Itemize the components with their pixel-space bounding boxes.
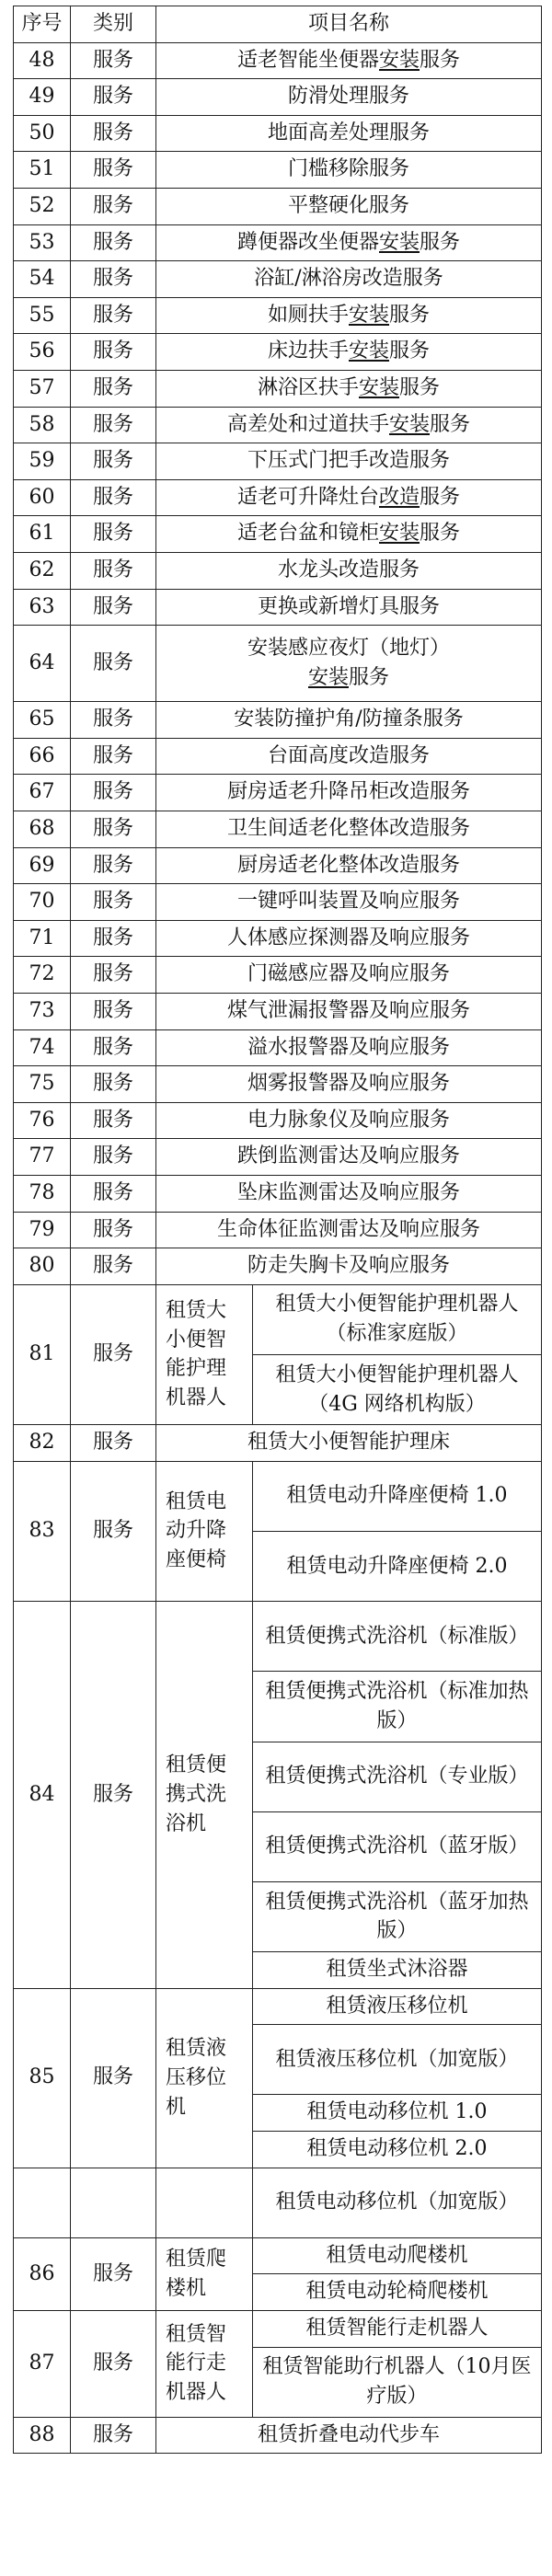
row-project-name xyxy=(156,1212,542,1248)
table-row xyxy=(14,994,542,1030)
row-index: 75 xyxy=(14,1066,71,1103)
name-text: 服务 xyxy=(389,303,431,327)
row-index: 63 xyxy=(14,589,71,626)
row-project-name xyxy=(156,847,542,884)
row-category: 服务 xyxy=(71,1102,156,1139)
name-text: 烟雾报警器及响应服务 xyxy=(247,1072,451,1096)
row-project-name xyxy=(156,957,542,994)
row-project-name xyxy=(156,152,542,189)
row-category: 服务 xyxy=(71,1066,156,1103)
row-group-name: 租赁便携式洗浴机 xyxy=(156,1602,253,1989)
row-index: 86 xyxy=(14,2237,71,2310)
name-text: 人体感应探测器及响应服务 xyxy=(227,926,471,949)
row-project-name xyxy=(156,443,542,480)
table-row xyxy=(14,334,542,371)
row-category: 服务 xyxy=(71,334,156,371)
row-index: 51 xyxy=(14,152,71,189)
row-sub-item: 租赁便携式洗浴机（标准加热版） xyxy=(253,1672,542,1742)
row-index: 56 xyxy=(14,334,71,371)
row-category: 服务 xyxy=(71,1248,156,1285)
row-index: 70 xyxy=(14,884,71,921)
table-row xyxy=(14,1212,542,1248)
service-items-table xyxy=(13,6,542,2454)
table-row xyxy=(14,1248,542,1285)
name-text: 厨房适老化整体改造服务 xyxy=(237,853,461,877)
row-index: 65 xyxy=(14,702,71,739)
row-sub-item: 租赁电动轮椅爬楼机 xyxy=(253,2274,542,2311)
table-row xyxy=(14,188,542,224)
row-index: 60 xyxy=(14,479,71,516)
table-row xyxy=(14,115,542,152)
row-category: 服务 xyxy=(71,1425,156,1462)
name-text: 浴缸/淋浴房改造服务 xyxy=(254,267,443,291)
name-text: 卫生间适老化整体改造服务 xyxy=(227,817,471,841)
name-text: 厨房适老升降吊柜改造服务 xyxy=(227,780,471,804)
row-index: 76 xyxy=(14,1102,71,1139)
row-index: 69 xyxy=(14,847,71,884)
row-category: 服务 xyxy=(71,407,156,443)
row-group-name: 租赁智能行走机器人 xyxy=(156,2311,253,2418)
row-sub-item: 租赁便携式洗浴机（蓝牙版） xyxy=(253,1811,542,1881)
row-index: 61 xyxy=(14,516,71,553)
name-text: 平整硬化服务 xyxy=(288,193,410,217)
table-row xyxy=(14,79,542,116)
row-project-name xyxy=(156,261,542,298)
table-row xyxy=(14,1461,542,1531)
name-text: 服务 xyxy=(420,485,461,509)
row-category: 服务 xyxy=(71,370,156,407)
name-text: 溢水报警器及响应服务 xyxy=(247,1035,451,1059)
row-project-name xyxy=(156,811,542,848)
table-row xyxy=(14,1066,542,1103)
table-row xyxy=(14,847,542,884)
row-category: 服务 xyxy=(71,479,156,516)
table-row xyxy=(14,1029,542,1066)
row-sub-item: 租赁便携式洗浴机（专业版） xyxy=(253,1742,542,1811)
row-category: 服务 xyxy=(71,224,156,261)
row-sub-item: 租赁智能助行机器人（10月医疗版） xyxy=(253,2347,542,2417)
row-category: 服务 xyxy=(71,152,156,189)
name-text: 门槛移除服务 xyxy=(288,157,410,181)
row-project-name xyxy=(156,370,542,407)
row-index: 83 xyxy=(14,1461,71,1601)
row-category: 服务 xyxy=(71,1602,156,1989)
row-project-name xyxy=(156,115,542,152)
name-text: 电力脉象仪及响应服务 xyxy=(247,1108,451,1132)
name-text: 服务 xyxy=(349,666,390,690)
row-category: 服务 xyxy=(71,994,156,1030)
row-category: 服务 xyxy=(71,589,156,626)
table-row xyxy=(14,224,542,261)
row-index: 72 xyxy=(14,957,71,994)
table-row xyxy=(14,479,542,516)
row-category xyxy=(71,2168,156,2237)
row-category: 服务 xyxy=(71,552,156,589)
row-category: 服务 xyxy=(71,2417,156,2454)
name-text: 高差处和过道扶手 xyxy=(226,412,389,436)
name-text: 水龙头改造服务 xyxy=(278,558,420,581)
row-category: 服务 xyxy=(71,1139,156,1176)
row-category: 服务 xyxy=(71,1176,156,1213)
name-text: 适老可升降灶台 xyxy=(236,485,379,509)
table-row xyxy=(14,443,542,480)
header-category: 类别 xyxy=(71,6,156,43)
row-project-name: 租赁大小便智能护理床 xyxy=(156,1425,542,1462)
row-index: 54 xyxy=(14,261,71,298)
row-sub-item: 租赁大小便智能护理机器人（标准家庭版） xyxy=(253,1284,542,1354)
row-category: 服务 xyxy=(71,1988,156,2168)
name-text: 服务 xyxy=(399,375,441,399)
row-category: 服务 xyxy=(71,738,156,775)
header-index: 序号 xyxy=(14,6,71,43)
row-index: 57 xyxy=(14,370,71,407)
row-project-name xyxy=(156,775,542,811)
name-text: 如厕扶手 xyxy=(267,303,349,327)
row-project-name xyxy=(156,188,542,224)
table-row xyxy=(14,738,542,775)
row-project-name xyxy=(156,626,542,702)
row-project-name xyxy=(156,589,542,626)
row-group-name: 租赁电动升降座便椅 xyxy=(156,1461,253,1601)
row-index: 48 xyxy=(14,42,71,79)
row-category: 服务 xyxy=(71,2311,156,2418)
row-index: 49 xyxy=(14,79,71,116)
row-sub-item: 租赁电动移位机 1.0 xyxy=(253,2095,542,2132)
row-project-name xyxy=(156,1029,542,1066)
row-project-name xyxy=(156,1102,542,1139)
row-project-name xyxy=(156,702,542,739)
row-index: 74 xyxy=(14,1029,71,1066)
name-text: 蹲便器改坐便器 xyxy=(236,230,379,254)
name-underlined-text: 安装 xyxy=(349,303,390,327)
name-text: 适老智能坐便器 xyxy=(236,48,379,72)
row-category: 服务 xyxy=(71,1461,156,1601)
table-row xyxy=(14,407,542,443)
row-index: 82 xyxy=(14,1425,71,1462)
name-text: 淋浴区扶手 xyxy=(257,375,359,399)
name-text: 安装防撞护角/防撞条服务 xyxy=(234,707,464,731)
row-category: 服务 xyxy=(71,920,156,957)
row-index: 59 xyxy=(14,443,71,480)
row-category: 服务 xyxy=(71,957,156,994)
row-group-name: 租赁液压移位机 xyxy=(156,1988,253,2168)
row-category: 服务 xyxy=(71,1212,156,1248)
table-row xyxy=(14,370,542,407)
row-category: 服务 xyxy=(71,42,156,79)
table-header-row xyxy=(14,6,542,43)
row-index: 73 xyxy=(14,994,71,1030)
row-sub-item: 租赁电动升降座便椅 1.0 xyxy=(253,1461,542,1531)
table-row xyxy=(14,811,542,848)
table-row xyxy=(14,702,542,739)
table-row xyxy=(14,2311,542,2348)
row-project-name xyxy=(156,738,542,775)
table-row xyxy=(14,516,542,553)
row-category: 服务 xyxy=(71,443,156,480)
row-project-name xyxy=(156,224,542,261)
table-row xyxy=(14,1284,542,1354)
row-project-name: 租赁折叠电动代步车 xyxy=(156,2417,542,2454)
name-text: 生命体征监测雷达及响应服务 xyxy=(217,1217,481,1241)
row-project-name xyxy=(156,407,542,443)
row-sub-item: 租赁电动移位机 2.0 xyxy=(253,2132,542,2168)
name-text: 一键呼叫装置及响应服务 xyxy=(237,890,461,914)
row-project-name xyxy=(156,297,542,334)
name-underlined-text: 改造 xyxy=(379,485,420,509)
row-index: 85 xyxy=(14,1988,71,2168)
name-text: 服务 xyxy=(430,412,471,436)
row-category: 服务 xyxy=(71,884,156,921)
table-row xyxy=(14,297,542,334)
row-index: 53 xyxy=(14,224,71,261)
row-index: 77 xyxy=(14,1139,71,1176)
row-sub-item: 租赁智能行走机器人 xyxy=(253,2311,542,2348)
row-index: 71 xyxy=(14,920,71,957)
table-row xyxy=(14,1988,542,2025)
row-sub-item: 租赁坐式沐浴器 xyxy=(253,1952,542,1989)
table-row xyxy=(14,2168,542,2237)
name-text: 更换或新增灯具服务 xyxy=(258,594,441,618)
table-row xyxy=(14,589,542,626)
name-text: 服务 xyxy=(420,48,461,72)
name-text: 防滑处理服务 xyxy=(288,85,410,109)
row-index: 64 xyxy=(14,626,71,702)
row-index: 67 xyxy=(14,775,71,811)
table-row xyxy=(14,2237,542,2274)
table-row xyxy=(14,1176,542,1213)
row-category: 服务 xyxy=(71,847,156,884)
name-text: 坠床监测雷达及响应服务 xyxy=(237,1181,461,1204)
table-row xyxy=(14,957,542,994)
name-text: 安装感应夜灯（地灯） xyxy=(247,637,451,661)
name-text: 煤气泄漏报警器及响应服务 xyxy=(227,999,471,1023)
row-index: 78 xyxy=(14,1176,71,1213)
name-text: 防走失胸卡及响应服务 xyxy=(247,1254,451,1278)
table-row xyxy=(14,775,542,811)
name-text: 服务 xyxy=(389,339,431,363)
row-project-name xyxy=(156,920,542,957)
row-sub-item: 租赁液压移位机 xyxy=(253,1988,542,2025)
row-project-name xyxy=(156,79,542,116)
row-project-name xyxy=(156,516,542,553)
name-underlined-text: 安装 xyxy=(379,230,420,254)
name-text: 服务 xyxy=(420,230,461,254)
row-index: 68 xyxy=(14,811,71,848)
row-sub-item: 租赁便携式洗浴机（蓝牙加热版） xyxy=(253,1881,542,1951)
row-category: 服务 xyxy=(71,261,156,298)
row-index: 55 xyxy=(14,297,71,334)
row-category: 服务 xyxy=(71,775,156,811)
row-category: 服务 xyxy=(71,626,156,702)
row-index: 58 xyxy=(14,407,71,443)
row-category: 服务 xyxy=(71,2237,156,2310)
table-row xyxy=(14,2417,542,2454)
name-underlined-text: 安装 xyxy=(359,375,400,399)
row-sub-item: 租赁大小便智能护理机器人（4G 网络机构版） xyxy=(253,1354,542,1424)
row-category: 服务 xyxy=(71,79,156,116)
table-row xyxy=(14,261,542,298)
row-project-name xyxy=(156,1066,542,1103)
table-row xyxy=(14,1102,542,1139)
table-body xyxy=(14,42,542,2454)
header-project-name: 项目名称 xyxy=(156,6,542,43)
row-sub-item: 租赁电动爬楼机 xyxy=(253,2237,542,2274)
row-index: 50 xyxy=(14,115,71,152)
name-text: 跌倒监测雷达及响应服务 xyxy=(237,1144,461,1168)
row-project-name xyxy=(156,334,542,371)
table-row xyxy=(14,626,542,702)
row-index: 80 xyxy=(14,1248,71,1285)
row-sub-item: 租赁便携式洗浴机（标准版） xyxy=(253,1602,542,1672)
name-text: 适老台盆和镜柜 xyxy=(236,522,379,546)
row-project-name xyxy=(156,994,542,1030)
table-row xyxy=(14,152,542,189)
table-row xyxy=(14,1425,542,1462)
row-project-name xyxy=(156,1176,542,1213)
row-project-name xyxy=(156,1248,542,1285)
row-project-name xyxy=(156,1139,542,1176)
name-text: 门磁感应器及响应服务 xyxy=(247,962,451,986)
name-underlined-text: 安装 xyxy=(307,666,349,690)
row-group-name: 租赁大小便智能护理机器人 xyxy=(156,1284,253,1424)
row-category: 服务 xyxy=(71,297,156,334)
row-group-name xyxy=(156,2168,253,2237)
row-category: 服务 xyxy=(71,1029,156,1066)
table-row xyxy=(14,920,542,957)
row-sub-item: 租赁液压移位机（加宽版） xyxy=(253,2025,542,2095)
row-category: 服务 xyxy=(71,516,156,553)
name-text: 床边扶手 xyxy=(267,339,349,363)
name-text: 服务 xyxy=(420,522,461,546)
row-index: 81 xyxy=(14,1284,71,1424)
name-underlined-text: 安装 xyxy=(379,48,420,72)
table-row xyxy=(14,884,542,921)
table-row xyxy=(14,1602,542,1672)
row-sub-item: 租赁电动移位机（加宽版） xyxy=(253,2168,542,2237)
row-index: 52 xyxy=(14,188,71,224)
row-category: 服务 xyxy=(71,1284,156,1424)
name-text: 下压式门把手改造服务 xyxy=(247,449,451,473)
row-category: 服务 xyxy=(71,811,156,848)
name-text: 台面高度改造服务 xyxy=(268,743,431,767)
name-underlined-text: 安装 xyxy=(379,522,420,546)
row-index: 62 xyxy=(14,552,71,589)
row-sub-item: 租赁电动升降座便椅 2.0 xyxy=(253,1531,542,1601)
row-category: 服务 xyxy=(71,702,156,739)
row-index: 87 xyxy=(14,2311,71,2418)
row-project-name xyxy=(156,884,542,921)
table-row xyxy=(14,42,542,79)
row-category: 服务 xyxy=(71,115,156,152)
row-project-name xyxy=(156,479,542,516)
row-index: 84 xyxy=(14,1602,71,1989)
row-index: 88 xyxy=(14,2417,71,2454)
row-index: 66 xyxy=(14,738,71,775)
row-index xyxy=(14,2168,71,2237)
row-index: 79 xyxy=(14,1212,71,1248)
name-underlined-text: 安装 xyxy=(349,339,390,363)
name-text: 地面高差处理服务 xyxy=(268,121,431,144)
table-row xyxy=(14,552,542,589)
row-category: 服务 xyxy=(71,188,156,224)
row-project-name xyxy=(156,42,542,79)
name-underlined-text: 安装 xyxy=(389,412,431,436)
row-project-name xyxy=(156,552,542,589)
table-row xyxy=(14,1139,542,1176)
row-group-name: 租赁爬楼机 xyxy=(156,2237,253,2310)
